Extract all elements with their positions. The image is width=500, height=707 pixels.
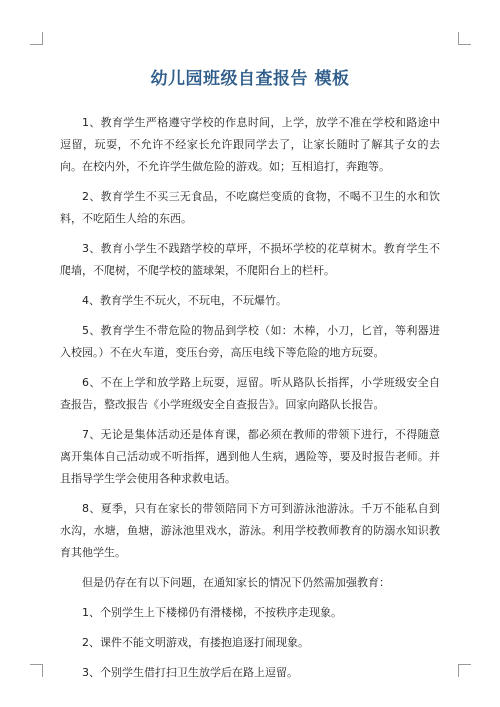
paragraph-10: 1、个别学生上下楼梯仍有滑楼梯，不按秩序走现象。	[82, 606, 342, 619]
document-body	[60, 112, 440, 692]
paragraph-5: 5、教育学生不带危险的物品到学校（如：木棒，小刀，匕首，等利器进入校园。）不在火车道，变压台旁，高压电线下等危险的地方玩耍。	[60, 324, 440, 359]
paragraph-6: 6、不在上学和放学路上玩耍，逗留。听从路队长指挥，小学班级安全自查报告，整改报告《小学班级安全自查报告》。回家向路队长报告。	[60, 376, 440, 411]
crop-mark-top-left	[30, 32, 43, 45]
document-title: 幼儿园班级自查报告 模板	[150, 69, 350, 89]
paragraph-3: 3、教育小学生不践踏学校的草坪，不损坏学校的花草树木。教育学生不爬墙，不爬树，不爬学校的篮球架，不爬阳台上的栏杆。	[60, 242, 440, 277]
paragraph-12: 3、个别学生借打扫卫生放学后在路上逗留。	[82, 666, 298, 679]
crop-mark-bottom-right	[458, 664, 471, 677]
crop-mark-top-right	[458, 32, 471, 45]
paragraph-2: 2、教育学生不买三无食品，不吃腐烂变质的食物，不喝不卫生的水和饮料，不吃陌生人给的东西。	[60, 190, 440, 225]
paragraph-1: 1、教育学生严格遵守学校的作息时间，上学，放学不准在学校和路途中逗留，玩耍，不允许不经家长允许跟同学去了，让家长随时了解其子女的去向。在校内外，不允许学生做危险的游戏。如；互相追打，奔跑等。	[60, 116, 440, 173]
paragraph-9: 但是仍存在有以下问题，在通知家长的情况下仍然需加强教育：	[82, 576, 390, 589]
paragraph-11: 2、课件不能文明游戏，有搂抱追逐打闹现象。	[82, 636, 309, 649]
paragraph-7: 7、无论是集体活动还是体育课，都必须在教师的带领下进行，不得随意离开集体自己活动或不听指挥，遇到他人生病，遇险等，要及时报告老师。并且指导学生学会使用各种求救电话。	[60, 428, 440, 485]
crop-mark-bottom-left	[30, 664, 43, 677]
paragraph-4: 4、教育学生不玩火，不玩电，不玩爆竹。	[82, 294, 287, 307]
paragraph-8: 8、夏季，只有在家长的带领陪同下方可到游泳池游泳。千万不能私自到水沟，水塘，鱼塘，游泳池里戏水，游泳。利用学校教师教育的防溺水知识教育其他学生。	[60, 502, 440, 559]
